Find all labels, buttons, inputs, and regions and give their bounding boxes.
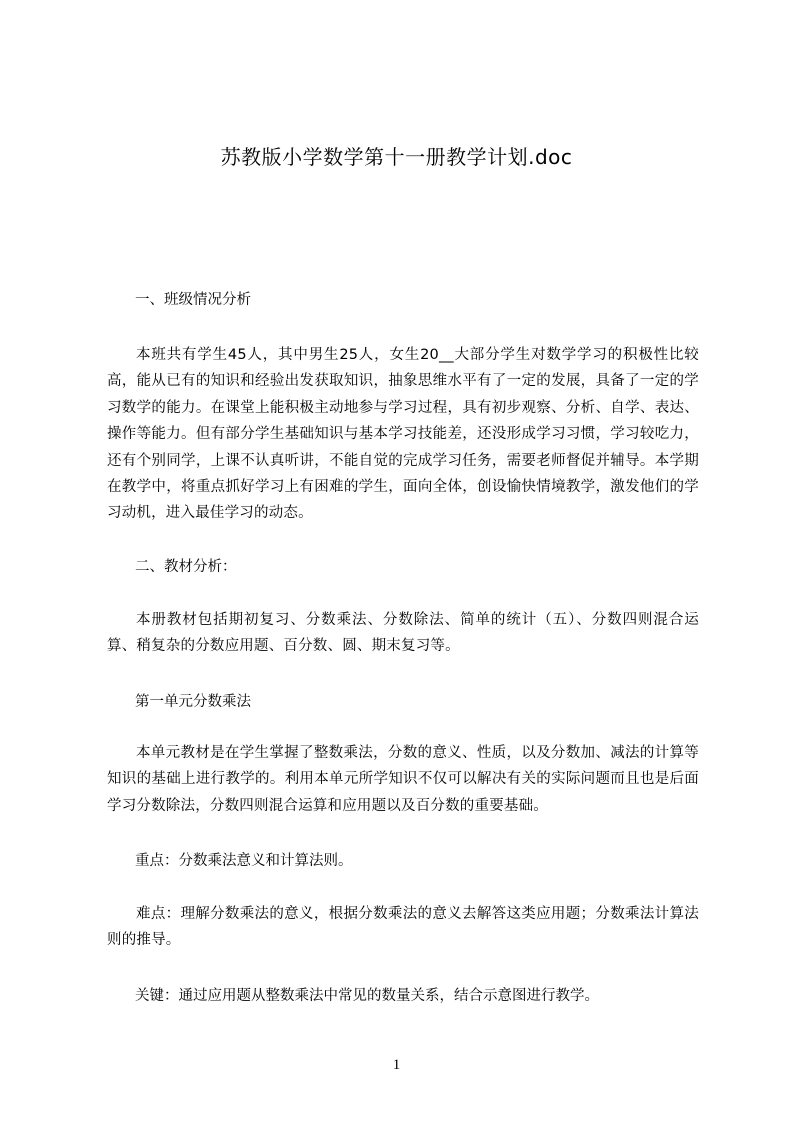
paragraph-unit-description: 本单元教材是在学生掌握了整数乘法，分数的意义、性质，以及分数加、减法的计算等知识的基础上进行教学的。利用本单元所学知识不仅可以解决有关的实际问题而且也是后面学习分数除法，分数四则混合运算和应用题以及百分数的重要基础。: [107, 745, 699, 814]
document-title: 苏教版小学数学第十一册教学计划.doc: [220, 145, 573, 169]
key-points-line: 重点：分数乘法意义和计算法则。: [135, 853, 353, 869]
page-number: 1: [392, 1057, 401, 1073]
paragraph-difficulties: 难点：理解分数乘法的意义，根据分数乘法的意义去解答这类应用题；分数乘法计算法则的推导。: [107, 906, 699, 949]
section-heading-textbook-analysis: 二、教材分析：: [135, 559, 237, 575]
section-heading-class-analysis: 一、班级情况分析: [135, 292, 251, 308]
unit-heading-fraction-multiplication: 第一单元分数乘法: [135, 694, 251, 710]
paragraph-textbook-analysis: 本册教材包括期初复习、分数乘法、分数除法、简单的统计（五）、分数四则混合运算、稍复杂的分数应用题、百分数、圆、期末复习等。: [107, 612, 699, 655]
crux-line: 关键：通过应用题从整数乘法中常见的数量关系，结合示意图进行教学。: [135, 988, 599, 1004]
paragraph-class-analysis: 本班共有学生45人，其中男生25人，女生20__大部分学生对数学学习的积极性比较高，能从已有的知识和经验出发获取知识，抽象思维水平有了一定的发展，具备了一定的学习数学的能力。在课堂上能积极主动地参与学习过程，具有初步观察、分析、自学、表达、操作等能力。但有部分学生基础知识与基本学习技能差，还没形成学习习惯，学习较吃力，还有个别同学，上课不认真听讲，不能自觉的完成学习任务，需要老师督促并辅导。本学期在教学中，将重点抓好学习上有困难的学生，面向全体，创设愉快情境教学，激发他们的学习动机，进入最佳学习的动态。: [107, 347, 699, 522]
